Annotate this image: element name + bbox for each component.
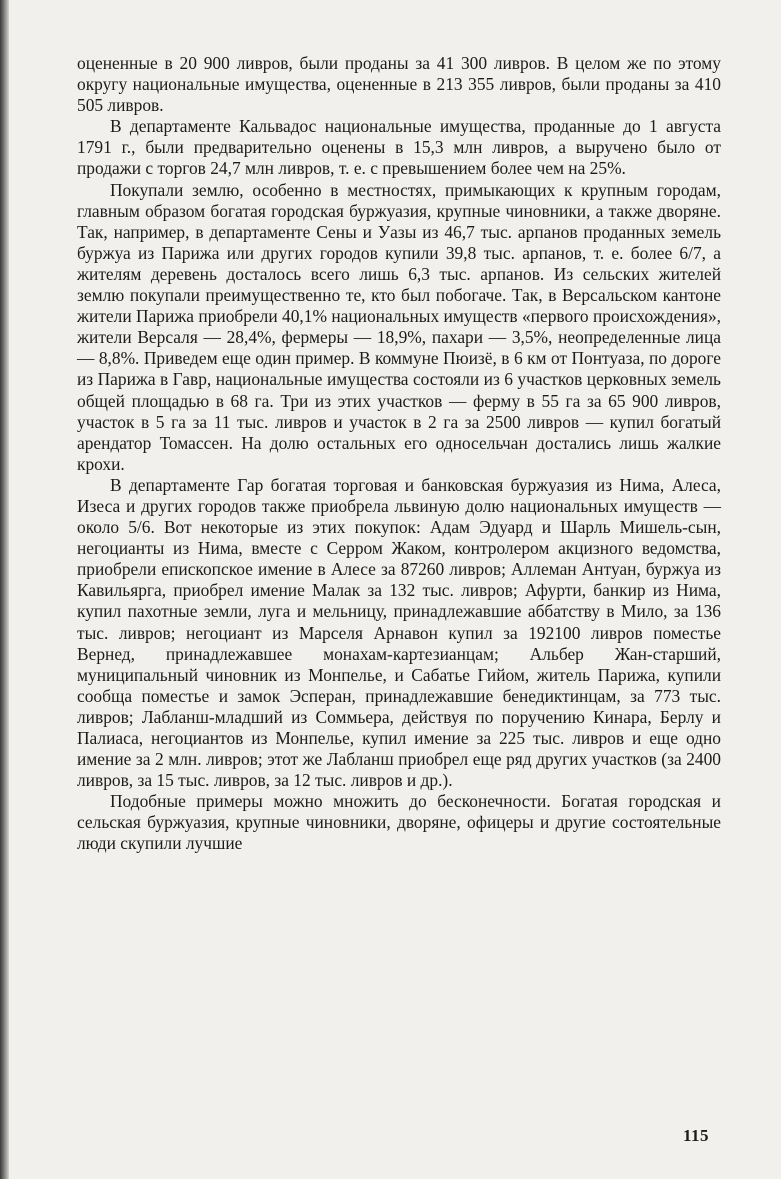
paragraph-4: В департаменте Гар богатая торговая и банковская буржуазия из Нима, Алеса, Изеса и других городов также приобрела львиную долю национальных имуществ — около 5/6. Вот некоторые из этих покупок: Адам Эдуард и Шарль Мишель-сын, негоцианты из Нима, вместе с Серром Жаком, контролером акцизного ведомства, приобрели епископское имение в Алесе за 87260 ливров; Аллеман Антуан, буржуа из Кавильярга, приобрел имение Малак за 132 тыс. ливров; Афурти, банкир из Нима, купил пахотные земли, луга и мельницу, принадлежавшие аббатству в Мило, за 136 тыс. ливров; негоциант из Марселя Арнавон купил за 192100 ливров поместье Вернед, принадлежавшее монахам-картезианцам; Альбер Жан-старший, муниципальный чиновник из Монпелье, и Сабатье Гийом, житель Парижа, купили сообща поместье и замок Эсперан, принадлежавшие бенедиктинцам, за 773 тыс. ливров; Лабланш-младший из Соммьера, действуя по поручению Кинара, Берлу и Палиаса, негоциантов из Монпелье, купил имение за 225 тыс. ливров и еще одно имение за 2 млн. ливров; этот же Лабланш приобрел еще ряд других участков (за 2400 ливров, за 15 тыс. ливров, за 12 тыс. ливров и др.). [77,474,721,791]
paragraph-2: В департаменте Кальвадос национальные имущества, проданные до 1 августа 1791 г., были предварительно оценены в 15,3 млн ливров, а выручено было от продажи с торгов 24,7 млн ливров, т. е. с превышением более чем на 25%. [77,116,721,179]
paragraph-3: Покупали землю, особенно в местностях, примыкающих к крупным городам, главным образом богатая городская буржуазия, крупные чиновники, а также дворяне. Так, например, в департаменте Сены и Уазы из 46,7 тыс. арпанов проданных земель буржуа из Парижа или других городов купили 39,8 тыс. арпанов, т. е. более 6/7, а жителям деревень досталось всего лишь 6,3 тыс. арпанов. Из сельских жителей землю покупали преимущественно те, кто был побогаче. Так, в Версальском кантоне жители Парижа приобрели 40,1% национальных имуществ «первого происхождения», жители Версаля — 28,4%, фермеры — 18,9%, пахари — 3,5%, неопределенные лица — 8,8%. Приведем еще один пример. В коммуне Пюизё, в 6 км от Понтуаза, по дороге из Парижа в Гавр, национальные имущества состояли из 6 участков церковных земель общей площадью в 68 га. Три из этих участков — ферму в 55 га за 65 900 ливров, участок в 5 га за 11 тыс. ливров и участок в 2 га за 2500 ливров — купил богатый арендатор Томассен. На долю остальных его односельчан достались лишь жалкие крохи. [77,179,721,474]
body-text [77,53,721,855]
paragraph-1: оцененные в 20 900 ливров, были проданы за 41 300 ливров. В целом же по этому округу национальные имущества, оцененные в 213 355 ливров, были проданы за 410 505 ливров. [77,53,721,116]
paragraph-5: Подобные примеры можно множить до бесконечности. Богатая городская и сельская буржуазия, крупные чиновники, дворяне, офицеры и другие состоятельные люди скупили лучшие [77,791,721,854]
book-spine-shadow [0,0,9,1179]
page-number: 115 [683,1126,710,1145]
